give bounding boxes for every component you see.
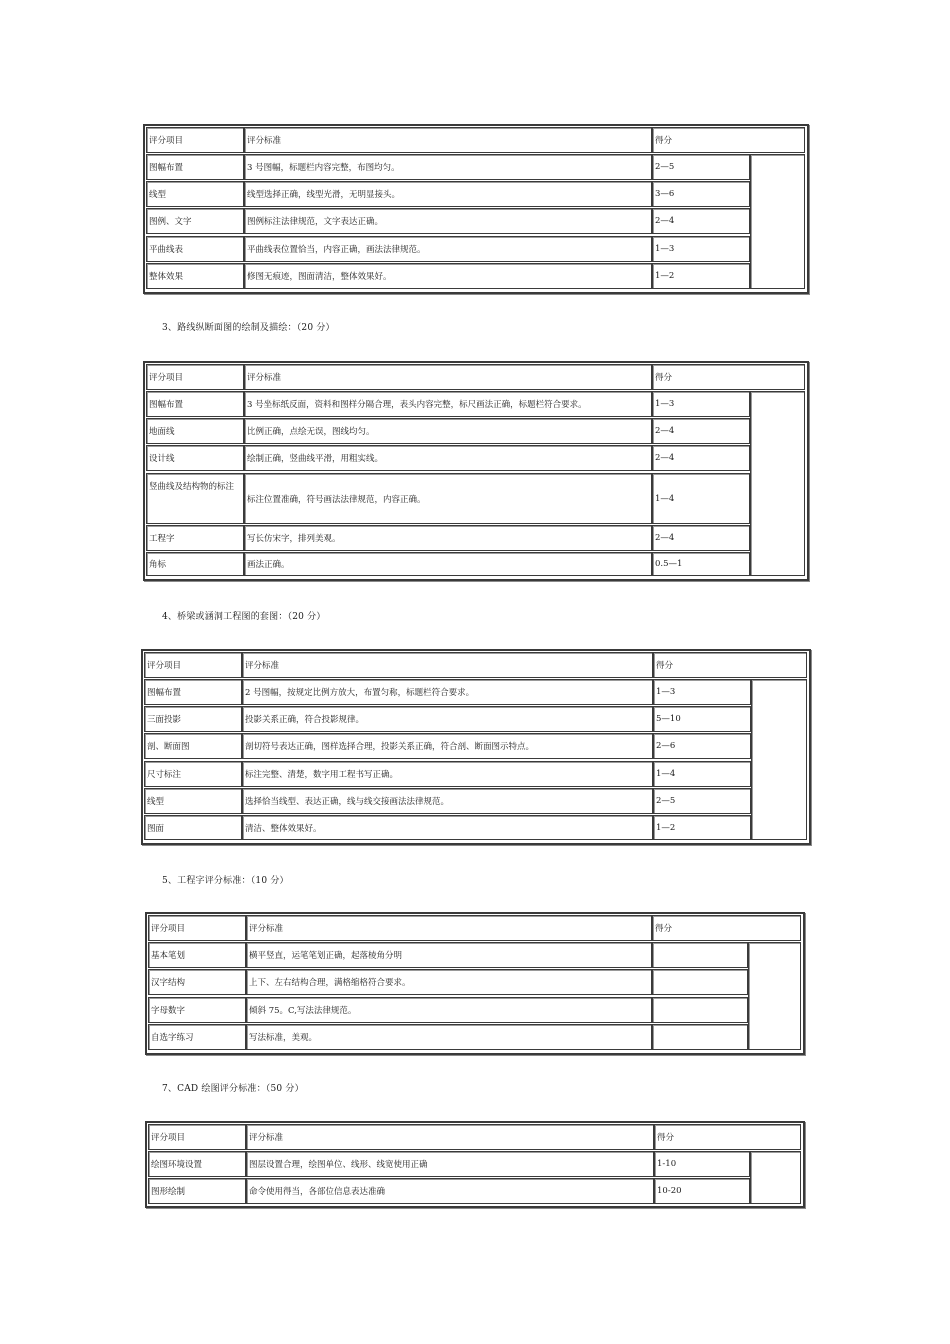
row-score: 1—2: [653, 815, 751, 840]
header-standard: 评分标准: [242, 652, 653, 678]
row-score: 2—4: [652, 445, 750, 471]
header-score: 得分: [652, 364, 805, 390]
row-standard: 选择恰当线型、表达正确，线与线交接画法法律规范。: [242, 788, 653, 814]
row-item: 自选字练习: [148, 1024, 246, 1050]
row-standard: 平曲线表位置恰当，内容正确，画法法律规范。: [244, 236, 652, 262]
row-item: 角标: [146, 552, 244, 576]
row-score: 1-10: [654, 1151, 750, 1177]
row-score: 1—3: [653, 679, 751, 705]
row-standard: 3 号坐标纸反面，资料和图样分隔合理，表头内容完整，标尺画法正确，标题栏符合要求。: [244, 391, 652, 417]
header-standard: 评分标准: [246, 915, 652, 941]
score-table-5: [145, 912, 805, 1055]
row-standard: 标注位置准确，符号画法法律规范，内容正确。: [244, 473, 652, 524]
row-item: 图面: [144, 815, 242, 840]
row-standard: 2 号图幅，按规定比例方放大，布置匀称，标题栏符合要求。: [242, 679, 653, 705]
row-item: 图形绘制: [148, 1178, 246, 1204]
row-standard: 命令使用得当，各部位信息表达准确: [246, 1178, 654, 1204]
row-standard: 写法标准，美观。: [246, 1024, 652, 1050]
row-item: 基本笔划: [148, 942, 246, 968]
row-score: 1—4: [653, 761, 751, 787]
row-score: 2—5: [653, 788, 751, 814]
row-item: 图幅布置: [144, 679, 242, 705]
row-item: 尺寸标注: [144, 761, 242, 787]
header-standard: 评分标准: [244, 364, 652, 390]
header-score: 得分: [654, 1124, 801, 1150]
row-score: 1—2: [652, 263, 750, 289]
row-score: 2—4: [652, 208, 750, 234]
row-item: 线型: [146, 181, 244, 207]
row-item: 工程字: [146, 525, 244, 551]
score-table-7: [145, 1121, 805, 1208]
row-standard: 投影关系正确，符合投影规律。: [242, 706, 653, 732]
row-score: [652, 997, 748, 1023]
row-item: 整体效果: [146, 263, 244, 289]
score-merged-cell: [750, 154, 805, 289]
row-score: 1—3: [652, 391, 750, 417]
section-5-heading: 5、工程字评分标准：（10 分）: [162, 876, 289, 886]
row-score: 3—6: [652, 181, 750, 207]
row-standard: 标注完整、清楚，数字用工程书写正确。: [242, 761, 653, 787]
section-3-heading: 3、路线纵断面图的绘制及描绘：（20 分）: [162, 323, 335, 333]
score-merged-cell: [750, 391, 805, 576]
row-score: 0.5—1: [652, 552, 750, 576]
row-standard: 倾斜 75。C,写法法律规范。: [246, 997, 652, 1023]
score-table-4: [141, 649, 811, 845]
row-score: 2—4: [652, 525, 750, 551]
header-item: 评分项目: [146, 127, 244, 153]
row-item: 图幅布置: [146, 391, 244, 417]
row-score: [652, 1024, 748, 1050]
header-item: 评分项目: [148, 915, 246, 941]
row-item: 图幅布置: [146, 154, 244, 180]
row-item: 剖、断面图: [144, 733, 242, 759]
row-item: 汉字结构: [148, 969, 246, 995]
row-score: 1—4: [652, 473, 750, 524]
row-standard: 图层设置合理，绘图单位、线形、线宽使用正确: [246, 1151, 654, 1177]
header-score: 得分: [652, 915, 801, 941]
header-item: 评分项目: [146, 364, 244, 390]
header-item: 评分项目: [144, 652, 242, 678]
row-score: 1—3: [652, 236, 750, 262]
row-item: 地面线: [146, 418, 244, 444]
row-standard: 线型选择正确，线型光滑，无明显接头。: [244, 181, 652, 207]
row-score: 5—10: [653, 706, 751, 732]
row-score: [652, 942, 748, 968]
row-score: 2—4: [652, 418, 750, 444]
row-standard: 绘制正确，竖曲线平滑，用粗实线。: [244, 445, 652, 471]
section-7-heading: 7、CAD 绘图评分标准：（50 分）: [162, 1084, 304, 1094]
row-item: 平曲线表: [146, 236, 244, 262]
header-standard: 评分标准: [246, 1124, 654, 1150]
row-standard: 剖切符号表达正确，图样选择合理，投影关系正确，符合剖、断面图示特点。: [242, 733, 653, 759]
score-table-3: [143, 361, 809, 581]
section-4-heading: 4、桥梁或涵洞工程图的套图：（20 分）: [162, 612, 326, 622]
row-item: 绘图环境设置: [148, 1151, 246, 1177]
row-item: 字母数字: [148, 997, 246, 1023]
row-score: [652, 969, 748, 995]
score-merged-cell: [750, 1151, 801, 1204]
header-standard: 评分标准: [244, 127, 652, 153]
row-standard: 修图无痕迹，图面清洁，整体效果好。: [244, 263, 652, 289]
row-standard: 3 号图幅，标题栏内容完整，布图均匀。: [244, 154, 652, 180]
row-item: 图例、文字: [146, 208, 244, 234]
row-standard: 横平竖直，运笔笔划正确，起落棱角分明: [246, 942, 652, 968]
row-standard: 比例正确，点绘无误，图线均匀。: [244, 418, 652, 444]
row-item: 竖曲线及结构物的标注: [146, 473, 244, 524]
row-item: 设计线: [146, 445, 244, 471]
header-score: 得分: [652, 127, 805, 153]
row-standard: 画法正确。: [244, 552, 652, 576]
row-score: 2—6: [653, 733, 751, 759]
row-standard: 写长仿宋字，排列美观。: [244, 525, 652, 551]
row-item: 线型: [144, 788, 242, 814]
row-standard: 图例标注法律规范，文字表达正确。: [244, 208, 652, 234]
row-item: 三面投影: [144, 706, 242, 732]
score-merged-cell: [751, 679, 807, 840]
row-score: 10-20: [654, 1178, 750, 1204]
row-score: 2—5: [652, 154, 750, 180]
row-standard: 上下、左右结构合理，满格缩格符合要求。: [246, 969, 652, 995]
header-score: 得分: [653, 652, 807, 678]
row-standard: 清洁、整体效果好。: [242, 815, 653, 840]
header-item: 评分项目: [148, 1124, 246, 1150]
score-merged-cell: [748, 942, 801, 1050]
score-table-1: [143, 124, 809, 294]
